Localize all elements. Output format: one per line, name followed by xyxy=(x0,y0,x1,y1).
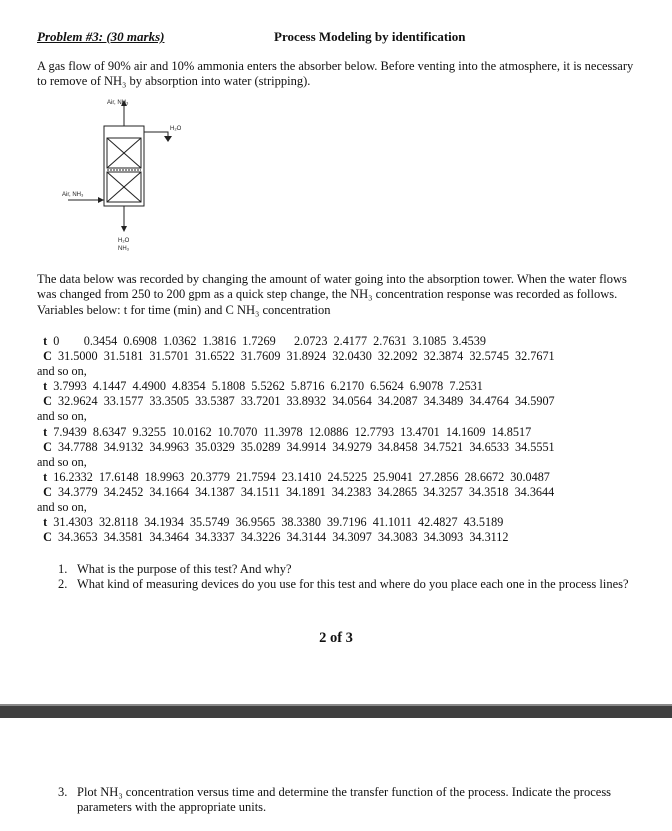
row-values: 32.9624 33.1577 33.3505 33.5387 33.7201 33.8932 34.0564 34.2087 34.3489 34.4764 34.5907 xyxy=(58,394,555,409)
data-row-c xyxy=(37,530,555,545)
question-number: 3. xyxy=(58,785,68,799)
row-label: C xyxy=(43,439,52,454)
page-number: 2 of 3 xyxy=(319,630,353,646)
row-values: 3.7993 4.1447 4.4900 4.8354 5.1808 5.5262 5.8716 6.2170 6.5624 6.9078 7.2531 xyxy=(53,379,483,394)
data-row-continuation xyxy=(37,409,555,424)
intro-paragraph: A gas flow of 90% air and 10% ammonia enters the absorber below. Before venting into the atmosphere, it is necessary to remove of NH₃ by absorption into water (stripping). xyxy=(37,59,634,88)
row-label: t xyxy=(43,515,48,530)
question-number: 2. xyxy=(58,577,68,591)
bottom-label-ammonia: NH₃ xyxy=(118,246,130,252)
data-row-continuation xyxy=(37,500,555,515)
question-text: What is the purpose of this test? And why? xyxy=(77,562,292,576)
row-label: C xyxy=(43,484,52,499)
row-values: 7.9439 8.6347 9.3255 10.0162 10.7070 11.3978 12.0886 12.7793 13.4701 14.1609 14.8517 xyxy=(53,424,532,439)
data-row-c xyxy=(37,440,555,455)
data-row-t xyxy=(37,425,555,440)
row-values: 16.2332 17.6148 18.9963 20.3779 21.7594 23.1410 24.5225 25.9041 27.2856 28.6672 30.0487 xyxy=(53,469,550,484)
gas-inlet-label: Air, NH₃ xyxy=(62,192,84,198)
row-values: 31.4303 32.8118 34.1934 35.5749 36.9565 38.3380 39.7196 41.1011 42.4827 43.5189 xyxy=(53,515,504,530)
gas-arrow xyxy=(98,197,104,203)
data-row-t xyxy=(37,379,555,394)
problem-label: Problem #3: (30 marks) xyxy=(37,29,165,44)
question-text: Plot NH₃ concentration versus time and determine the transfer function of the process. Indicate the process parameters with the appropriate units. xyxy=(77,785,612,814)
data-row-c xyxy=(37,394,555,409)
data-row-t xyxy=(37,334,555,349)
data-row-t xyxy=(37,470,555,485)
data-table xyxy=(37,334,555,545)
row-values: 0 0.3454 0.6908 1.0362 1.3816 1.7269 2.0723 2.4177 2.7631 3.1085 3.4539 xyxy=(53,334,486,348)
problem-title: Process Modeling by identification xyxy=(274,29,466,44)
bottom-arrow xyxy=(121,226,127,232)
vent-label: Air, NH₃ xyxy=(107,100,129,106)
row-label: t xyxy=(43,469,48,484)
question-3 xyxy=(58,785,667,815)
row-values: 34.7788 34.9132 34.9963 35.0329 35.0289 34.9914 34.9279 34.8458 34.7521 34.6533 34.5551 xyxy=(58,439,555,454)
page-2 xyxy=(0,718,672,831)
row-values: and so on, xyxy=(37,364,87,379)
row-label: C xyxy=(43,349,52,364)
row-values: 34.3653 34.3581 34.3464 34.3337 34.3226 34.3144 34.3097 34.3083 34.3093 34.3112 xyxy=(58,530,509,545)
water-arrow xyxy=(164,136,172,142)
data-row-c xyxy=(37,349,555,364)
water-inlet-label: H₂O xyxy=(170,126,182,132)
row-label: t xyxy=(43,334,48,348)
question-2 xyxy=(58,577,638,592)
row-values: and so on, xyxy=(37,454,87,469)
row-values: 31.5000 31.5181 31.5701 31.6522 31.7609 31.8924 32.0430 32.2092 32.3874 32.5745 32.7671 xyxy=(58,349,555,364)
question-text: What kind of measuring devices do you use for this test and where do you place each one in the process lines? xyxy=(77,577,629,591)
description-paragraph: The data below was recorded by changing the amount of water going into the absorption tower. When the water flows was changed from 250 to 200 gpm as a quick step change, the NH₃ concentration response was recorded as follows. Variables below: t for time (min) and C NH₃ concentration xyxy=(37,272,627,317)
row-label: t xyxy=(43,379,48,394)
row-values: and so on, xyxy=(37,409,87,424)
question-number: 1. xyxy=(58,562,68,576)
data-row-c xyxy=(37,485,555,500)
absorber-diagram xyxy=(58,96,198,266)
question-1 xyxy=(58,562,638,577)
data-row-continuation xyxy=(37,364,555,379)
row-label: t xyxy=(43,424,48,439)
row-label: C xyxy=(43,530,52,545)
data-row-continuation xyxy=(37,455,555,470)
row-values: and so on, xyxy=(37,500,87,515)
row-label: C xyxy=(43,394,52,409)
bottom-label-water: H₂O xyxy=(118,238,130,244)
water-inlet-line xyxy=(144,132,168,138)
questions-list xyxy=(58,562,638,592)
row-values: 34.3779 34.2452 34.1664 34.1387 34.1511 34.1891 34.2383 34.2865 34.3257 34.3518 34.3644 xyxy=(58,484,555,499)
data-row-t xyxy=(37,515,555,530)
